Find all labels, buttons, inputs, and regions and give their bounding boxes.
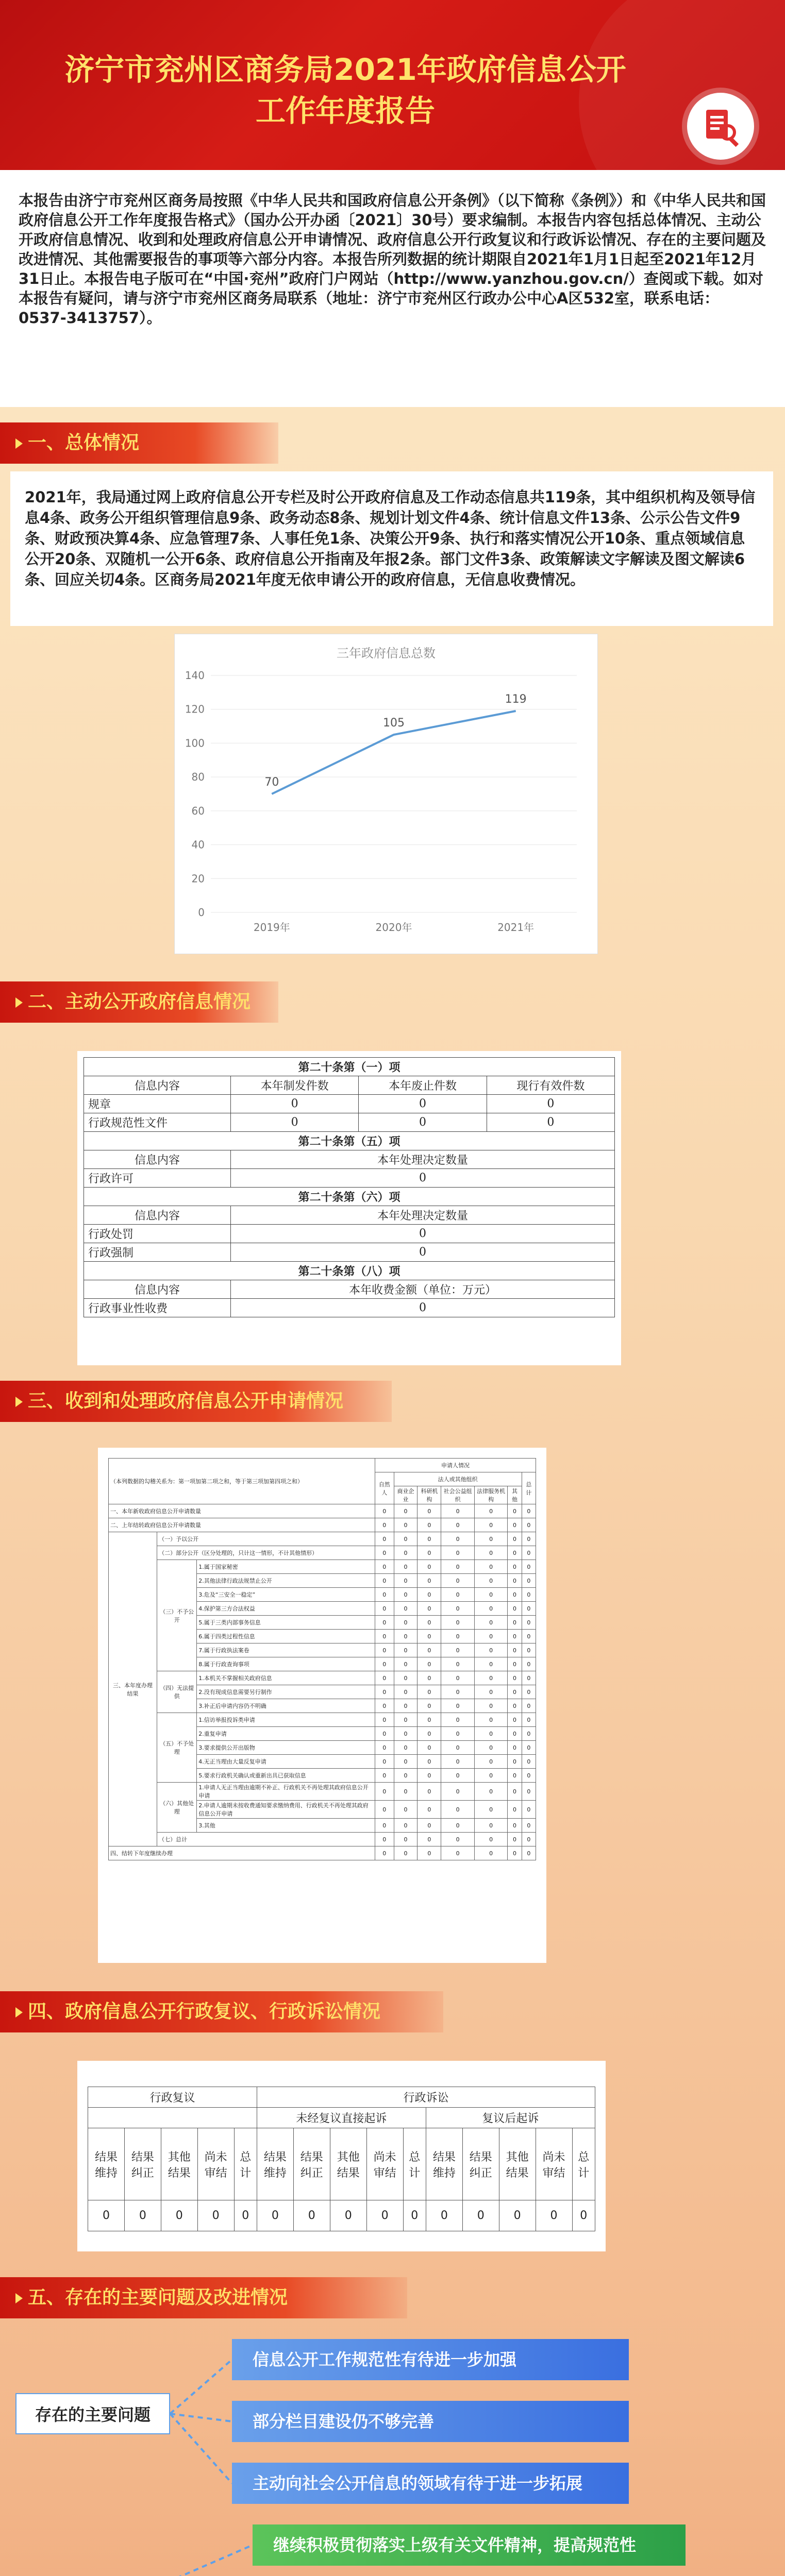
data-label: 119 xyxy=(505,693,527,706)
report-icon xyxy=(687,93,754,160)
problems-label: 存在的主要问题 xyxy=(15,2393,170,2434)
arrow-icon xyxy=(15,997,23,1008)
table-row: 4.保护第三方合法权益 0 0 0 0 0 0 0 xyxy=(109,1602,536,1616)
y-tick-label: 140 xyxy=(185,669,205,682)
col-header: 结果维持 xyxy=(257,2128,293,2200)
col-header: 商业企业 xyxy=(394,1486,417,1504)
data-label: 105 xyxy=(383,717,405,730)
col-header: 现行有效件数 xyxy=(487,1076,614,1095)
section-review-heading: 四、政府信息公开行政复议、行政诉讼情况 xyxy=(0,1991,443,2032)
overview-panel xyxy=(10,471,773,626)
col-header: 行政诉讼 xyxy=(257,2087,595,2108)
y-tick-label: 80 xyxy=(191,771,205,784)
group-label: （五）不予处理 xyxy=(157,1713,197,1783)
table-row: 5.要求行政机关确认或重新出具已获取信息 0 0 0 0 0 0 0 xyxy=(109,1769,536,1783)
measure-item: 继续积极贯彻落实上级有关文件精神，提高规范性 xyxy=(253,2524,686,2566)
table-row: 一、本年新收政府信息公开申请数量 0 0 0 0 0 0 0 xyxy=(109,1504,536,1518)
arrow-icon xyxy=(15,1397,23,1407)
col-header: 尚未审结 xyxy=(197,2128,234,2200)
chart-panel xyxy=(174,634,598,954)
y-tick-label: 60 xyxy=(191,804,205,817)
table-row: 四、结转下年度继续办理 0 0 0 0 0 0 0 xyxy=(109,1846,536,1860)
arrow-icon xyxy=(15,438,23,449)
data-label: 70 xyxy=(264,776,279,789)
col-header: 复议后起诉 xyxy=(426,2108,595,2128)
header-banner xyxy=(0,0,785,170)
group-label: （三）不予公开 xyxy=(157,1560,197,1671)
table-row: 3.补正后申请内容仍不明确 0 0 0 0 0 0 0 xyxy=(109,1699,536,1713)
corner-header: （本列数据的勾稽关系为：第一项加第二项之和，等于第三项加第四项之和） xyxy=(109,1459,375,1504)
table-row: （五）不予处理 1.信访举报投诉类申请 0 0 0 0 0 0 0 xyxy=(109,1713,536,1727)
group-label: 三、本年度办理结果 xyxy=(109,1532,157,1846)
table-row: （三）不予公开 1.属于国家秘密 0 0 0 0 0 0 0 xyxy=(109,1560,536,1574)
table-row: （六）其他处理 1.申请人无正当理由逾期不补正、行政机关不再处理其政府信息公开申请 0 0 0 0 0 0 0 xyxy=(109,1783,536,1801)
table-row: 3.危及“三安全一稳定” 0 0 0 0 0 0 0 xyxy=(109,1588,536,1602)
intro-text: 本报告由济宁市兖州区商务局按照《中华人民共和国政府信息公开条例》（以下简称《条例》）和《中华人民共和国政府信息公开工作年度报告格式》（国办公开办函〔2021〕30号）要求编制。本报告内容包括总体情况、主动公开政府信息情况、收到和处理政府信息公开申请情况、政府信息公开行政复议和行政诉讼情况、存在的主要问题及改进情况、其他需要报告的事项等六部分内容。本报告所列数据的统计期限自2021年1月1日起至2021年12月31日止。本报告电子版可在“中国·兖州”政府门户网站（http://www.yanzhou.gov.cn/）查阅或下载。如对本报告有疑问，请与济宁市兖州区商务局联系（地址：济宁市兖州区行政办公中心A区532室，联系电话：0537-3413757）。 xyxy=(19,192,766,327)
review-table-panel xyxy=(77,2061,606,2251)
line-chart xyxy=(175,634,597,954)
page-title: 济宁市兖州区商务局2021年政府信息公开工作年度报告 xyxy=(64,52,626,128)
table-row: 7.属于行政执法案卷 0 0 0 0 0 0 0 xyxy=(109,1643,536,1657)
col-header: 结果维持 xyxy=(426,2128,462,2200)
col-header: 其他结果 xyxy=(499,2128,536,2200)
col-header: 结果纠正 xyxy=(293,2128,330,2200)
table-row: 4.无正当理由大量反复申请 0 0 0 0 0 0 0 xyxy=(109,1755,536,1769)
table-row: 8.属于行政查询事项 0 0 0 0 0 0 0 xyxy=(109,1657,536,1671)
col-header: 其他结果 xyxy=(161,2128,197,2200)
col-header: 未经复议直接起诉 xyxy=(257,2108,426,2128)
y-tick-label: 0 xyxy=(198,906,205,919)
y-tick-label: 20 xyxy=(191,872,205,885)
col-header: 总计 xyxy=(572,2128,595,2200)
section-overview-heading: 一、总体情况 xyxy=(0,422,278,464)
table-row: 2.其他法律行政法规禁止公开 0 0 0 0 0 0 0 xyxy=(109,1574,536,1588)
col-header: 法人或其他组织 xyxy=(394,1472,522,1486)
chart-title: 三年政府信息总数 xyxy=(337,646,436,660)
table-heading: 第二十条第（八）项 xyxy=(84,1262,615,1280)
requests-table xyxy=(108,1458,536,1860)
requests-table-panel xyxy=(98,1448,546,1963)
table-row: 5.属于三类内部事务信息 0 0 0 0 0 0 0 xyxy=(109,1616,536,1630)
problem-item: 信息公开工作规范性有待进一步加强 xyxy=(232,2339,629,2380)
overview-text: 2021年，我局通过网上政府信息公开专栏及时公开政府信息及工作动态信息共119条，其中组织机构及领导信息4条、政务公开组织管理信息9条、政务动态8条、规划计划文件4条、统计信息文件13条、公示公告文件9条、财政预决算4条、应急管理7条、人事任免1条、决策公开9条、执行和落实情况公开10条、重点领域信息公开20条、双随机一公开6条、政府信息公开指南及年报2条。部门文件3条、政策解读文字解读及图文解读6条、回应关切4条。区商务局2021年度无依申请公开的政府信息，无信息收费情况。 xyxy=(25,488,756,588)
col-header: 本年废止件数 xyxy=(359,1076,487,1095)
table-row: 3.要求提供公开出版物 0 0 0 0 0 0 0 xyxy=(109,1741,536,1755)
col-header: 信息内容 xyxy=(84,1076,231,1095)
col-header: 总计 xyxy=(522,1472,536,1504)
table-row: 6.属于四类过程性信息 0 0 0 0 0 0 0 xyxy=(109,1630,536,1643)
y-tick-label: 40 xyxy=(191,838,205,851)
table-heading: 第二十条第（六）项 xyxy=(84,1188,615,1206)
review-table: 行政复议 行政诉讼 未经复议直接起诉 复议后起诉 结果维持 结果纠正 其他结果 尚未审结 总计 结果维持 结果纠正 其他结果 尚未审结 总计 结果维持 结果纠正 其他结果 尚未审结 总计 0 0 0 0 0 0 0 0 0 0 0 0 0 0 0 xyxy=(88,2087,595,2231)
problem-item: 主动向社会公开信息的领域有待于进一步拓展 xyxy=(232,2463,629,2504)
table-row: 2.重复申请 0 0 0 0 0 0 0 xyxy=(109,1727,536,1741)
col-header: 结果纠正 xyxy=(124,2128,161,2200)
row-label: 行政规范性文件 xyxy=(84,1113,231,1132)
table-row: 三、本年度办理结果 （一）予以公开 0 0 0 0 0 0 0 xyxy=(109,1532,536,1546)
y-tick-label: 120 xyxy=(185,703,205,716)
table-row: 2.没有现成信息需要另行制作 0 0 0 0 0 0 0 xyxy=(109,1685,536,1699)
section-problems-heading: 五、存在的主要问题及改进情况 xyxy=(0,2277,407,2318)
col-header: 申请人情况 xyxy=(375,1459,536,1472)
section-proactive-heading: 二、主动公开政府信息情况 xyxy=(0,981,278,1023)
col-header: 总计 xyxy=(234,2128,257,2200)
table-row: 2.申请人逾期未按收费通知要求缴纳费用、行政机关不再处理其政府信息公开申请 0 0 0 0 0 0 0 xyxy=(109,1801,536,1819)
group-label: （四）无法提供 xyxy=(157,1671,197,1713)
col-header: 尚未审结 xyxy=(536,2128,572,2200)
table-row: （四）无法提供 1.本机关不掌握相关政府信息 0 0 0 0 0 0 0 xyxy=(109,1671,536,1685)
arrow-icon xyxy=(15,2007,23,2018)
x-tick-label: 2021年 xyxy=(497,921,535,934)
table-heading: 第二十条第（一）项 xyxy=(84,1058,615,1076)
col-header: 本年制发件数 xyxy=(230,1076,358,1095)
table-row: （二）部分公开（区分处理的，只计这一情形，不计其他情形） 0 0 0 0 0 0 0 xyxy=(109,1546,536,1560)
table-row: （七）总计 0 0 0 0 0 0 0 xyxy=(109,1833,536,1846)
x-tick-label: 2020年 xyxy=(375,921,412,934)
col-header: 结果维持 xyxy=(88,2128,125,2200)
y-tick-label: 100 xyxy=(185,737,205,750)
section-requests-heading: 三、收到和处理政府信息公开申请情况 xyxy=(0,1381,392,1422)
table-row: 二、上年结转政府信息公开申请数量 0 0 0 0 0 0 0 xyxy=(109,1518,536,1532)
table-row: 3.其他 0 0 0 0 0 0 0 xyxy=(109,1819,536,1833)
group-label: （六）其他处理 xyxy=(157,1783,197,1833)
table-heading: 第二十条第（五）项 xyxy=(84,1132,615,1150)
col-header: 尚未审结 xyxy=(366,2128,403,2200)
col-header: 其他 xyxy=(508,1486,522,1504)
col-header: 法律服务机构 xyxy=(474,1486,508,1504)
col-header: 社会公益组织 xyxy=(441,1486,475,1504)
col-header: 其他结果 xyxy=(330,2128,366,2200)
col-header: 科研机构 xyxy=(417,1486,441,1504)
proactive-table-panel xyxy=(77,1051,621,1365)
col-header: 行政复议 xyxy=(88,2087,257,2108)
col-header: 自然人 xyxy=(375,1472,394,1504)
x-tick-label: 2019年 xyxy=(253,921,290,934)
col-header: 总计 xyxy=(403,2128,426,2200)
problem-item: 部分栏目建设仍不够完善 xyxy=(232,2401,629,2442)
col-header: 结果纠正 xyxy=(462,2128,499,2200)
proactive-table: 第二十条第（一）项 信息内容 本年制发件数 本年废止件数 现行有效件数 规章 0 0 0 行政规范性文件 0 0 0 第二十条第（五）项 信息内容 本年处理决定数量 行政许可 0 第二十条第（六）项 信息内容 本年处理决定数量 行政处罚 0 行政强制 0 第二十条第（八）项 信息内容 本年收费金额（单位：万元） 行政事业性收费 0 xyxy=(83,1057,615,1317)
arrow-icon xyxy=(15,2293,23,2303)
row-label: 规章 xyxy=(84,1095,231,1113)
intro-panel xyxy=(0,170,785,407)
